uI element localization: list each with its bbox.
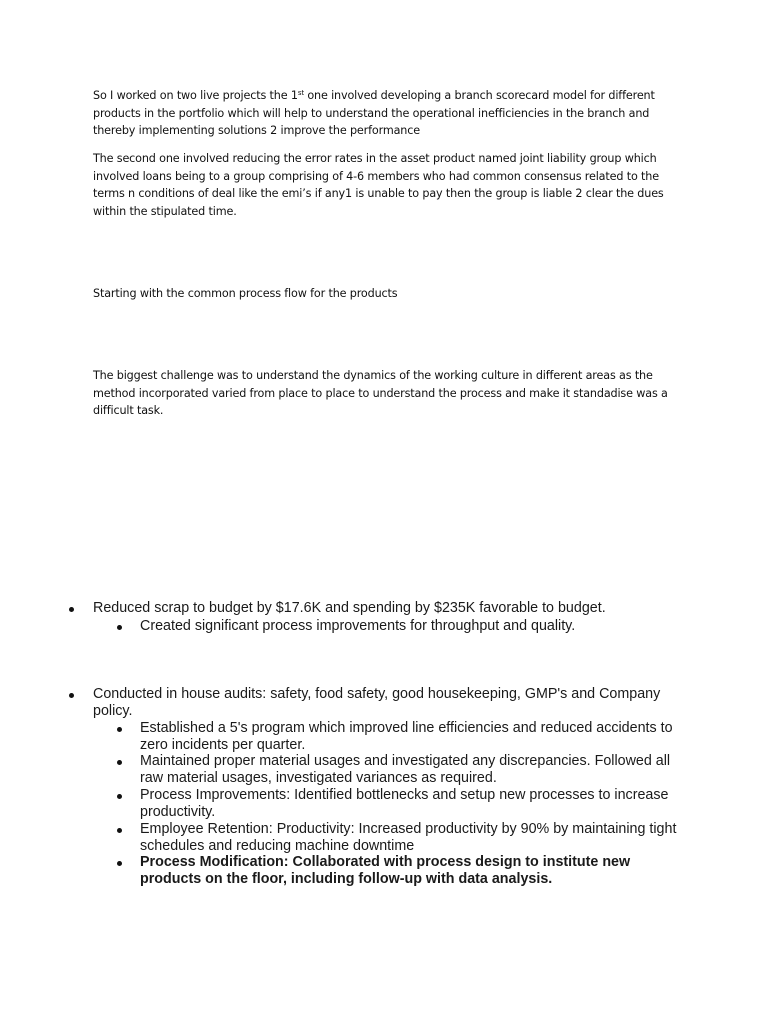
- paragraph-process-flow: Starting with the common process flow for the products: [93, 287, 398, 300]
- bullet-dot: [117, 760, 122, 765]
- list-item-text: Created significant process improvements for throughput and quality.: [140, 618, 576, 634]
- list-item-text: Conducted in house audits: safety, food safety, good housekeeping, GMP's and Company policy.: [93, 686, 661, 719]
- list-item-text: Process Modification: Collaborated with process design to institute new products on the floor, including follow-up with data analysis.: [140, 854, 631, 887]
- bullet-dot: [117, 861, 122, 866]
- bullet-dot: [117, 828, 122, 833]
- list-item-text: Process Improvements: Identified bottlenecks and setup new processes to increase productivity.: [140, 787, 669, 820]
- paragraph-biggest-challenge: The biggest challenge was to understand the dynamics of the working culture in different areas as the method incorporated varied from place to place to understand the process and make it standadise was a difficult task.: [93, 369, 668, 418]
- paragraph-live-projects: [93, 87, 683, 140]
- paragraph-text: So I worked on two live projects the 1: [93, 89, 298, 102]
- paragraph-second-project: The second one involved reducing the error rates in the asset product named joint liability group which involved loans being to a group comprising of 4-6 members who had common consensus related to the terms n conditions of deal like the emi’s if any1 is unable to pay then the group is liable 2 clear the dues within the stipulated time.: [93, 152, 664, 218]
- list-item-text: Employee Retention: Productivity: Increased productivity by 90% by maintaining tight schedules and reducing machine downtime: [140, 821, 677, 854]
- ordinal-superscript: st: [297, 89, 304, 97]
- list-item-text: Reduced scrap to budget by $17.6K and spending by $235K favorable to budget.: [93, 600, 606, 616]
- paragraph-text: one involved developing a branch scorecard model for different products in the portfolio which will help to understand the operational inefficiencies in the branch and thereby implementing solutions 2 improve the performance: [93, 89, 655, 138]
- list-item-text: Maintained proper material usages and investigated any discrepancies. Followed all raw material usages, investigated variances as required.: [140, 753, 671, 786]
- bullet-dot: [69, 693, 74, 698]
- list-item-text: Established a 5's program which improved line efficiencies and reduced accidents to zero incidents per quarter.: [140, 720, 673, 753]
- bullet-dot: [117, 727, 122, 732]
- bullet-dot: [117, 794, 122, 799]
- bullet-dot: [69, 607, 74, 612]
- bullet-dot: [117, 625, 122, 630]
